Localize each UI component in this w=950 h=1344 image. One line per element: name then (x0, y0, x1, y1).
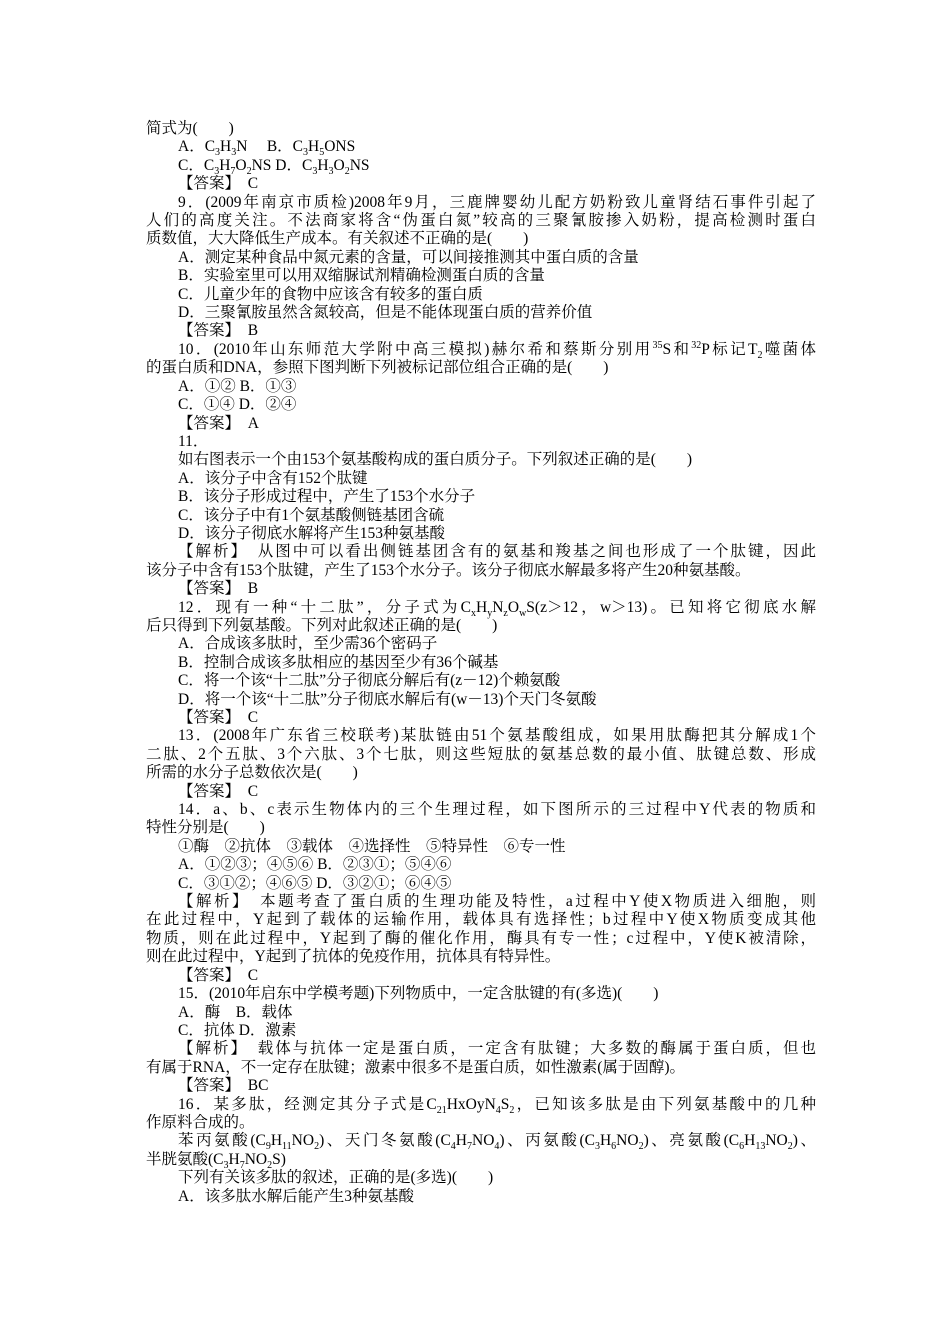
text-line: 特性分别是( ) (146, 819, 265, 837)
question-12: 12．现有一种“十二肽”，分子式为$C_xH_yN_zO_wS(z>12$，w＞13)。已知将它彻底水解 (178, 598, 816, 619)
answer-line: 【答案】 B (178, 580, 259, 598)
analysis-line: 【解析】 从图中可以看出侧链基团含有的氨基和羧基之间也形成了一个肽键，因此 (178, 543, 816, 561)
option-line: A．①②③；④⑤⑥ B．②③①；⑤④⑥ (178, 856, 452, 874)
text-line: 苯丙氨酸$(C_9H_{11}NO_2)$、天门冬氨酸$(C_4H_7NO_4)$、丙氨酸$(C_3H_6NO_2)$、亮氨酸$(C_6H_{13}NO_2)$、 (178, 1132, 816, 1153)
text-line: 下列有关该多肽的叙述，正确的是(多选)( ) (178, 1169, 494, 1187)
text-line: 半胱氨酸$(C_3H_7NO_2S)$ (146, 1150, 286, 1171)
analysis-line: 【解析】 载体与抗体一定是蛋白质，一定含有肽键；大多数的酶属于蛋白质，但也 (178, 1040, 816, 1058)
answer-line: 【答案】 A (178, 414, 259, 432)
text-line: 简式为( ) (146, 120, 234, 137)
option-line: A．酶 B．载体 (178, 1003, 293, 1021)
option-line: D．将一个该“十二肽”分子彻底水解后有(w－13)个天门冬氨酸 (178, 690, 597, 708)
document-page (146, 120, 816, 1206)
question-9: 9．(2009年南京市质检)2008年9月，三鹿牌婴幼儿配方奶粉致儿童肾结石事件引起了 (178, 193, 816, 211)
question-14: 14．a、b、c表示生物体内的三个生理过程，如下图所示的三过程中Y代表的物质和 (178, 801, 816, 819)
answer-line: 【答案】 C (178, 175, 259, 193)
option-line: C．①④ D．②④ (178, 396, 297, 414)
text-line: 质数值，大大降低生产成本。有关叙述不正确的是( ) (146, 230, 529, 248)
option-line: C．③①②；④⑥⑤ D．③②①；⑥④⑤ (178, 874, 452, 892)
question-15: 15．(2010年启东中学模考题)下列物质中，一定含肽键的有(多选)( ) (178, 985, 659, 1003)
analysis-line: 在此过程中，Y起到了载体的运输作用，载体具有选择性；b过程中Y使X物质变成其他 (146, 911, 816, 929)
text-line: ①酶 ②抗体 ③载体 ④选择性 ⑤特异性 ⑥专一性 (178, 837, 566, 855)
text-line: 所需的水分子总数依次是( ) (146, 764, 358, 782)
analysis-line: 则在此过程中，Y起到了抗体的免疫作用，抗体具有特异性。 (146, 948, 561, 966)
text-line: 作原料合成的。 (146, 1113, 255, 1131)
analysis-line: 有属于RNA，不一定存在肽键；激素中很多不是蛋白质，如性激素(属于固醇)。 (146, 1058, 686, 1076)
option-line: D．该分子彻底水解将产生153种氨基酸 (178, 524, 445, 542)
option-line: A．该分子中含有152个肽键 (178, 469, 368, 487)
answer-line: 【答案】 C (178, 966, 259, 984)
option-line: C．将一个该“十二肽”分子彻底分解后有(z－12)个赖氨酸 (178, 672, 561, 690)
answer-line: 【答案】 B (178, 322, 259, 340)
option-line: C．抗体 D．激素 (178, 1021, 297, 1039)
analysis-line: 物质，则在此过程中，Y起到了酶的催化作用，酶具有专一性；c过程中，Y使K被清除， (146, 929, 816, 947)
answer-line: 【答案】 C (178, 709, 259, 726)
option-line: D．三聚氰胺虽然含氮较高，但是不能体现蛋白质的营养价值 (178, 304, 593, 322)
question-13: 13．(2008年广东省三校联考)某肽链由51个氨基酸组成，如果用肽酶把其分解成1个 (178, 727, 816, 745)
option-line: A．$C_3H_3N$ B．$C_3H_5ONS$ (178, 138, 356, 159)
question-11: 11． (178, 432, 209, 450)
option-line: B．该分子形成过程中，产生了153个水分子 (178, 488, 476, 506)
text-line: 二肽、2个五肽、3个六肽、3个七肽，则这些短肽的氨基总数的最小值、肽键总数、形成 (146, 745, 816, 763)
analysis-line: 【解析】 本题考查了蛋白质的生理功能及特性，a过程中Y使X物质进入细胞，则 (178, 893, 816, 911)
text-line: 的蛋白质和DNA，参照下图判断下列被标记部位组合正确的是( ) (146, 359, 609, 377)
text-line: 人们的高度关注。不法商家将含“伪蛋白氮”较高的三聚氰胺掺入奶粉，提高检测时蛋白 (146, 212, 816, 230)
option-line: B．控制合成该多肽相应的基因至少有36个碱基 (178, 653, 499, 671)
option-line: C．$C_3H_7O_2NS$ D．$C_3H_3O_2NS$ (178, 156, 370, 177)
answer-line: 【答案】 BC (178, 1077, 269, 1095)
option-line: B．实验室里可以用双缩脲试剂精确检测蛋白质的含量 (178, 267, 545, 285)
question-16: 16．某多肽，经测定其分子式是$C_{21}HxOyN_4S_2$，已知该多肽是由下列氨基酸中的几种 (178, 1095, 816, 1116)
option-line: A．①② B．①③ (178, 377, 297, 395)
option-line: C．该分子中有1个氨基酸侧链基团含硫 (178, 506, 445, 524)
analysis-line: 该分子中含有153个肽键，产生了153个水分子。该分子彻底水解最多将产生20种氨基酸。 (146, 561, 751, 579)
option-line: A．该多肽水解后能产生3种氨基酸 (178, 1187, 414, 1205)
option-line: A．合成该多肽时，至少需36个密码子 (178, 635, 438, 653)
option-line: C．儿童少年的食物中应该含有较多的蛋白质 (178, 285, 483, 303)
text-line: 后只得到下列氨基酸。下列对此叙述正确的是( ) (146, 616, 498, 634)
question-10: 10．(2010年山东师范大学附中高三模拟)赫尔希和蔡斯分别用$^{35}$S和$^{32}$P标记$T_2$噬菌体 (178, 339, 817, 361)
text-line: 如右图表示一个由153个氨基酸构成的蛋白质分子。下列叙述正确的是( ) (178, 451, 693, 469)
answer-line: 【答案】 C (178, 782, 259, 800)
option-line: A．测定某种食品中氮元素的含量，可以间接推测其中蛋白质的含量 (178, 248, 639, 266)
